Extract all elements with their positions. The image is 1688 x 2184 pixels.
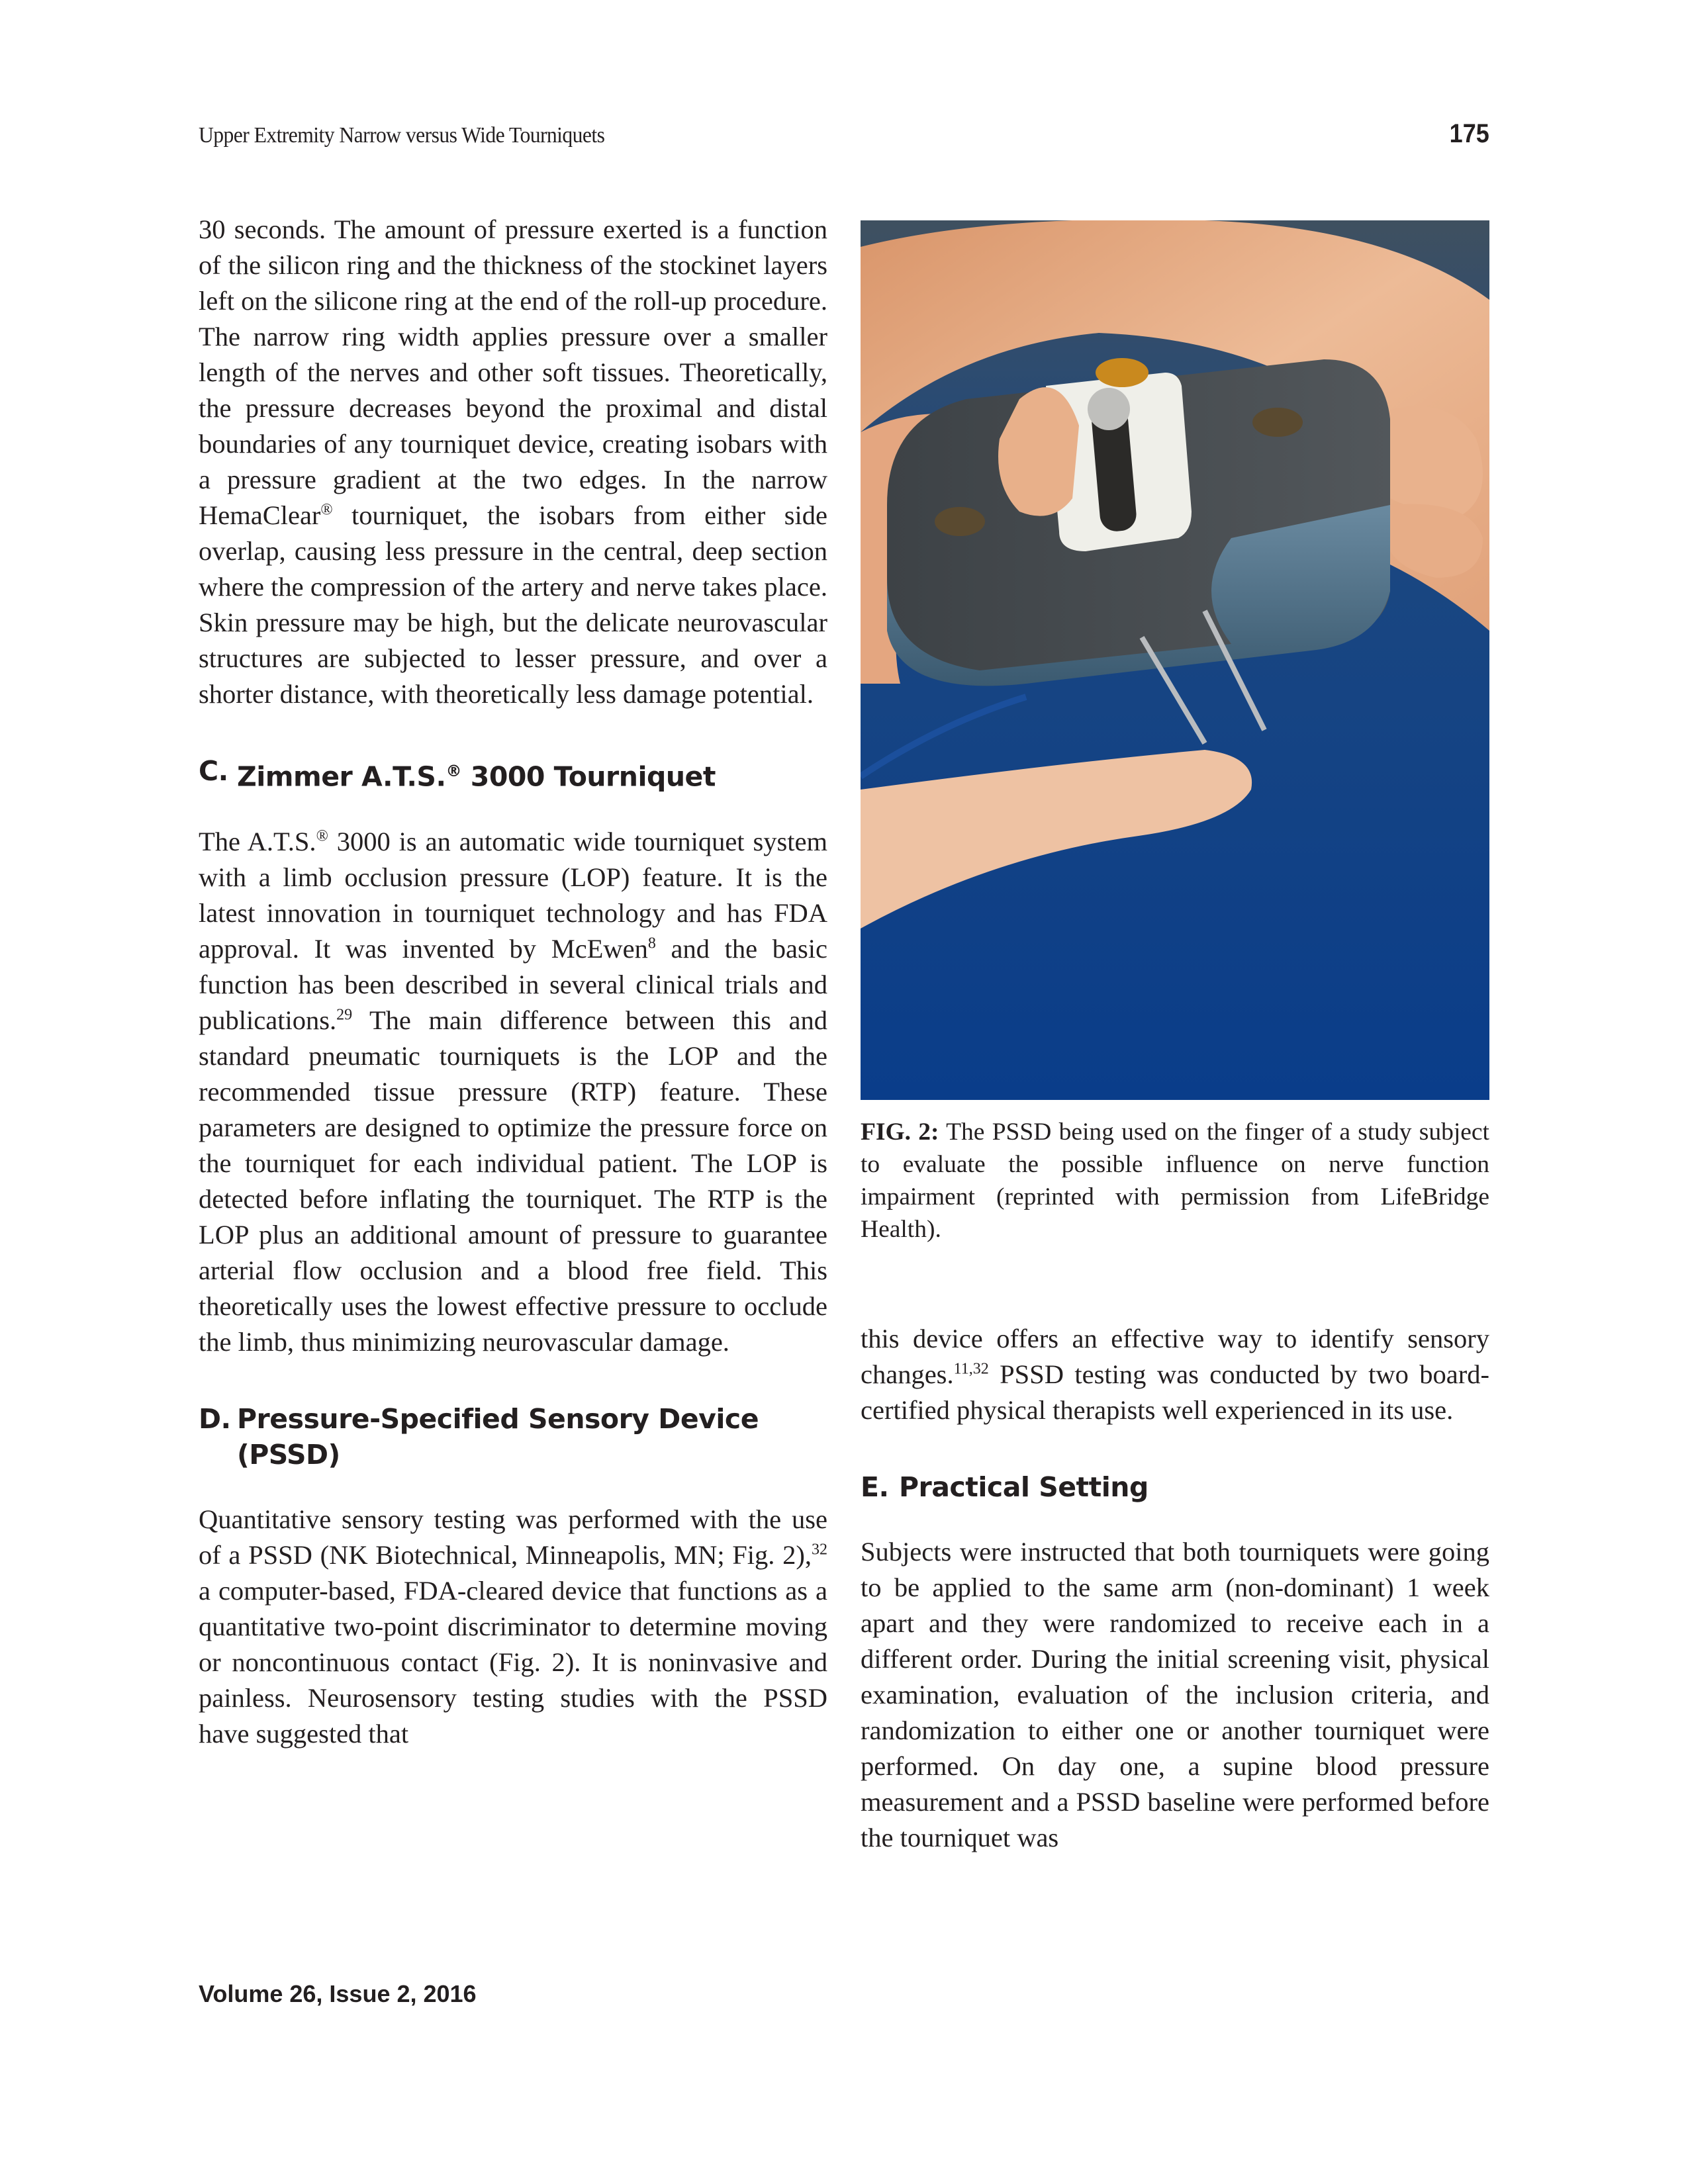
registered-mark: ® [316,827,328,845]
running-title: Upper Extremity Narrow versus Wide Tourniquets [199,123,605,148]
section-heading-e [861,1469,1489,1505]
registered-mark: ® [445,762,462,780]
section-d-paragraph: Quantitative sensory testing was performed with the use of a PSSD (NK Biotechnical, Minneapolis, MN; Fig. 2),$^{32}$ a computer-based, FDA-cleared device that functions as a quantitative two-point discriminator to determine moving or noncontinuous contact (Fig. 2). It is noninvasive and painless. Neurosensory testing studies with the PSSD have suggested that [199,1504,827,1749]
continuation-paragraph: this device offers an effective way to identify sensory changes.$^{11,32}$ PSSD testing was conducted by two board-certified physical therapists well experienced in its use. [861,1324,1489,1425]
citation-ref[interactable]: 32 [812,1541,827,1559]
section-letter: E. [861,1471,889,1503]
section-heading-c [199,753,827,795]
section-title: Pressure-Specified Sensory Device (PSSD) [237,1402,759,1471]
running-head [199,119,1489,156]
intro-paragraph [199,212,827,712]
page-number: 175 [1449,119,1489,148]
pssd-device-photo-illustration [861,220,1489,1100]
citation-ref[interactable]: 11,32 [953,1360,989,1378]
citation-ref[interactable]: 29 [336,1006,353,1024]
section-heading-d [199,1401,827,1473]
section-c-paragraph: The A.T.S.® 3000 is an automatic wide tourniquet system with a limb occlusion pressure (LOP) feature. It is the latest innovation in tourniquet technology and has FDA approval. It was invented by McEwen$^8$ and the basic function has been described in several clinical trials and publications.$^{29}$ The main difference between this and standard pneumatic tourniquets is the LOP and the recommended tissue pressure (RTP) feature. These parameters are designed to optimize the pressure force on the tourniquet for each individual patient. The LOP is detected before inflating the tourniquet. The RTP is the LOP plus an additional amount of pressure to guarantee arterial flow occlusion and a blood free field. This theoretically uses the lowest effective pressure to occlude the limb, thus minimizing neurovascular damage. [199,826,827,1357]
journal-issue-footer: Volume 26, Issue 2, 2016 [199,1980,477,2007]
section-letter: D. [199,1402,231,1435]
right-column [861,1321,1489,1856]
figure-2-photo [861,220,1489,1100]
section-e-paragraph: Subjects were instructed that both tourniquets were going to be applied to the same arm (non-dominant) 1 week apart and they were randomized to receive each in a different order. During the initial screening visit, physical examination, evaluation of the inclusion criteria, and randomization to either one or another tourniquet were performed. On day one, a supine blood pressure measurement and a PSSD baseline were performed before the tourniquet was [861,1537,1489,1852]
figure-caption [861,1116,1489,1246]
left-column [199,212,827,1752]
registered-mark: ® [320,501,333,519]
section-letter: C. [199,755,228,787]
text: tourniquet, the isobars from either side overlap, causing less pressure in the central, deep section where the compression of the artery and nerve takes place. Skin pressure may be high, but the delicate neurovascular structures are subjected to lesser pressure, and over a shorter distance, with theoretically less damage potential. [199,500,827,709]
text: 30 seconds. The amount of pressure exerted is a function of the silicon ring and the thickness of the stockinet layers left on the silicone ring at the end of the roll-up procedure. The narrow ring width applies pressure over a smaller length of the nerves and other soft tissues. Theoretically, the pressure decreases beyond the proximal and distal boundaries of any tourniquet device, creating isobars with a pressure gradient at the two edges. In the narrow HemaClear [199,214,827,530]
section-title: Zimmer A.T.S.® 3000 Tourniquet [237,760,716,793]
section-title: Practical Setting [899,1471,1149,1503]
figure-label: FIG. 2: [861,1118,939,1146]
citation-ref[interactable]: 8 [647,934,656,952]
caption-text: The PSSD being used on the finger of a study subject to evaluate the possible influence on nerve function impairment (reprinted with permission from LifeBridge Health). [861,1118,1489,1243]
